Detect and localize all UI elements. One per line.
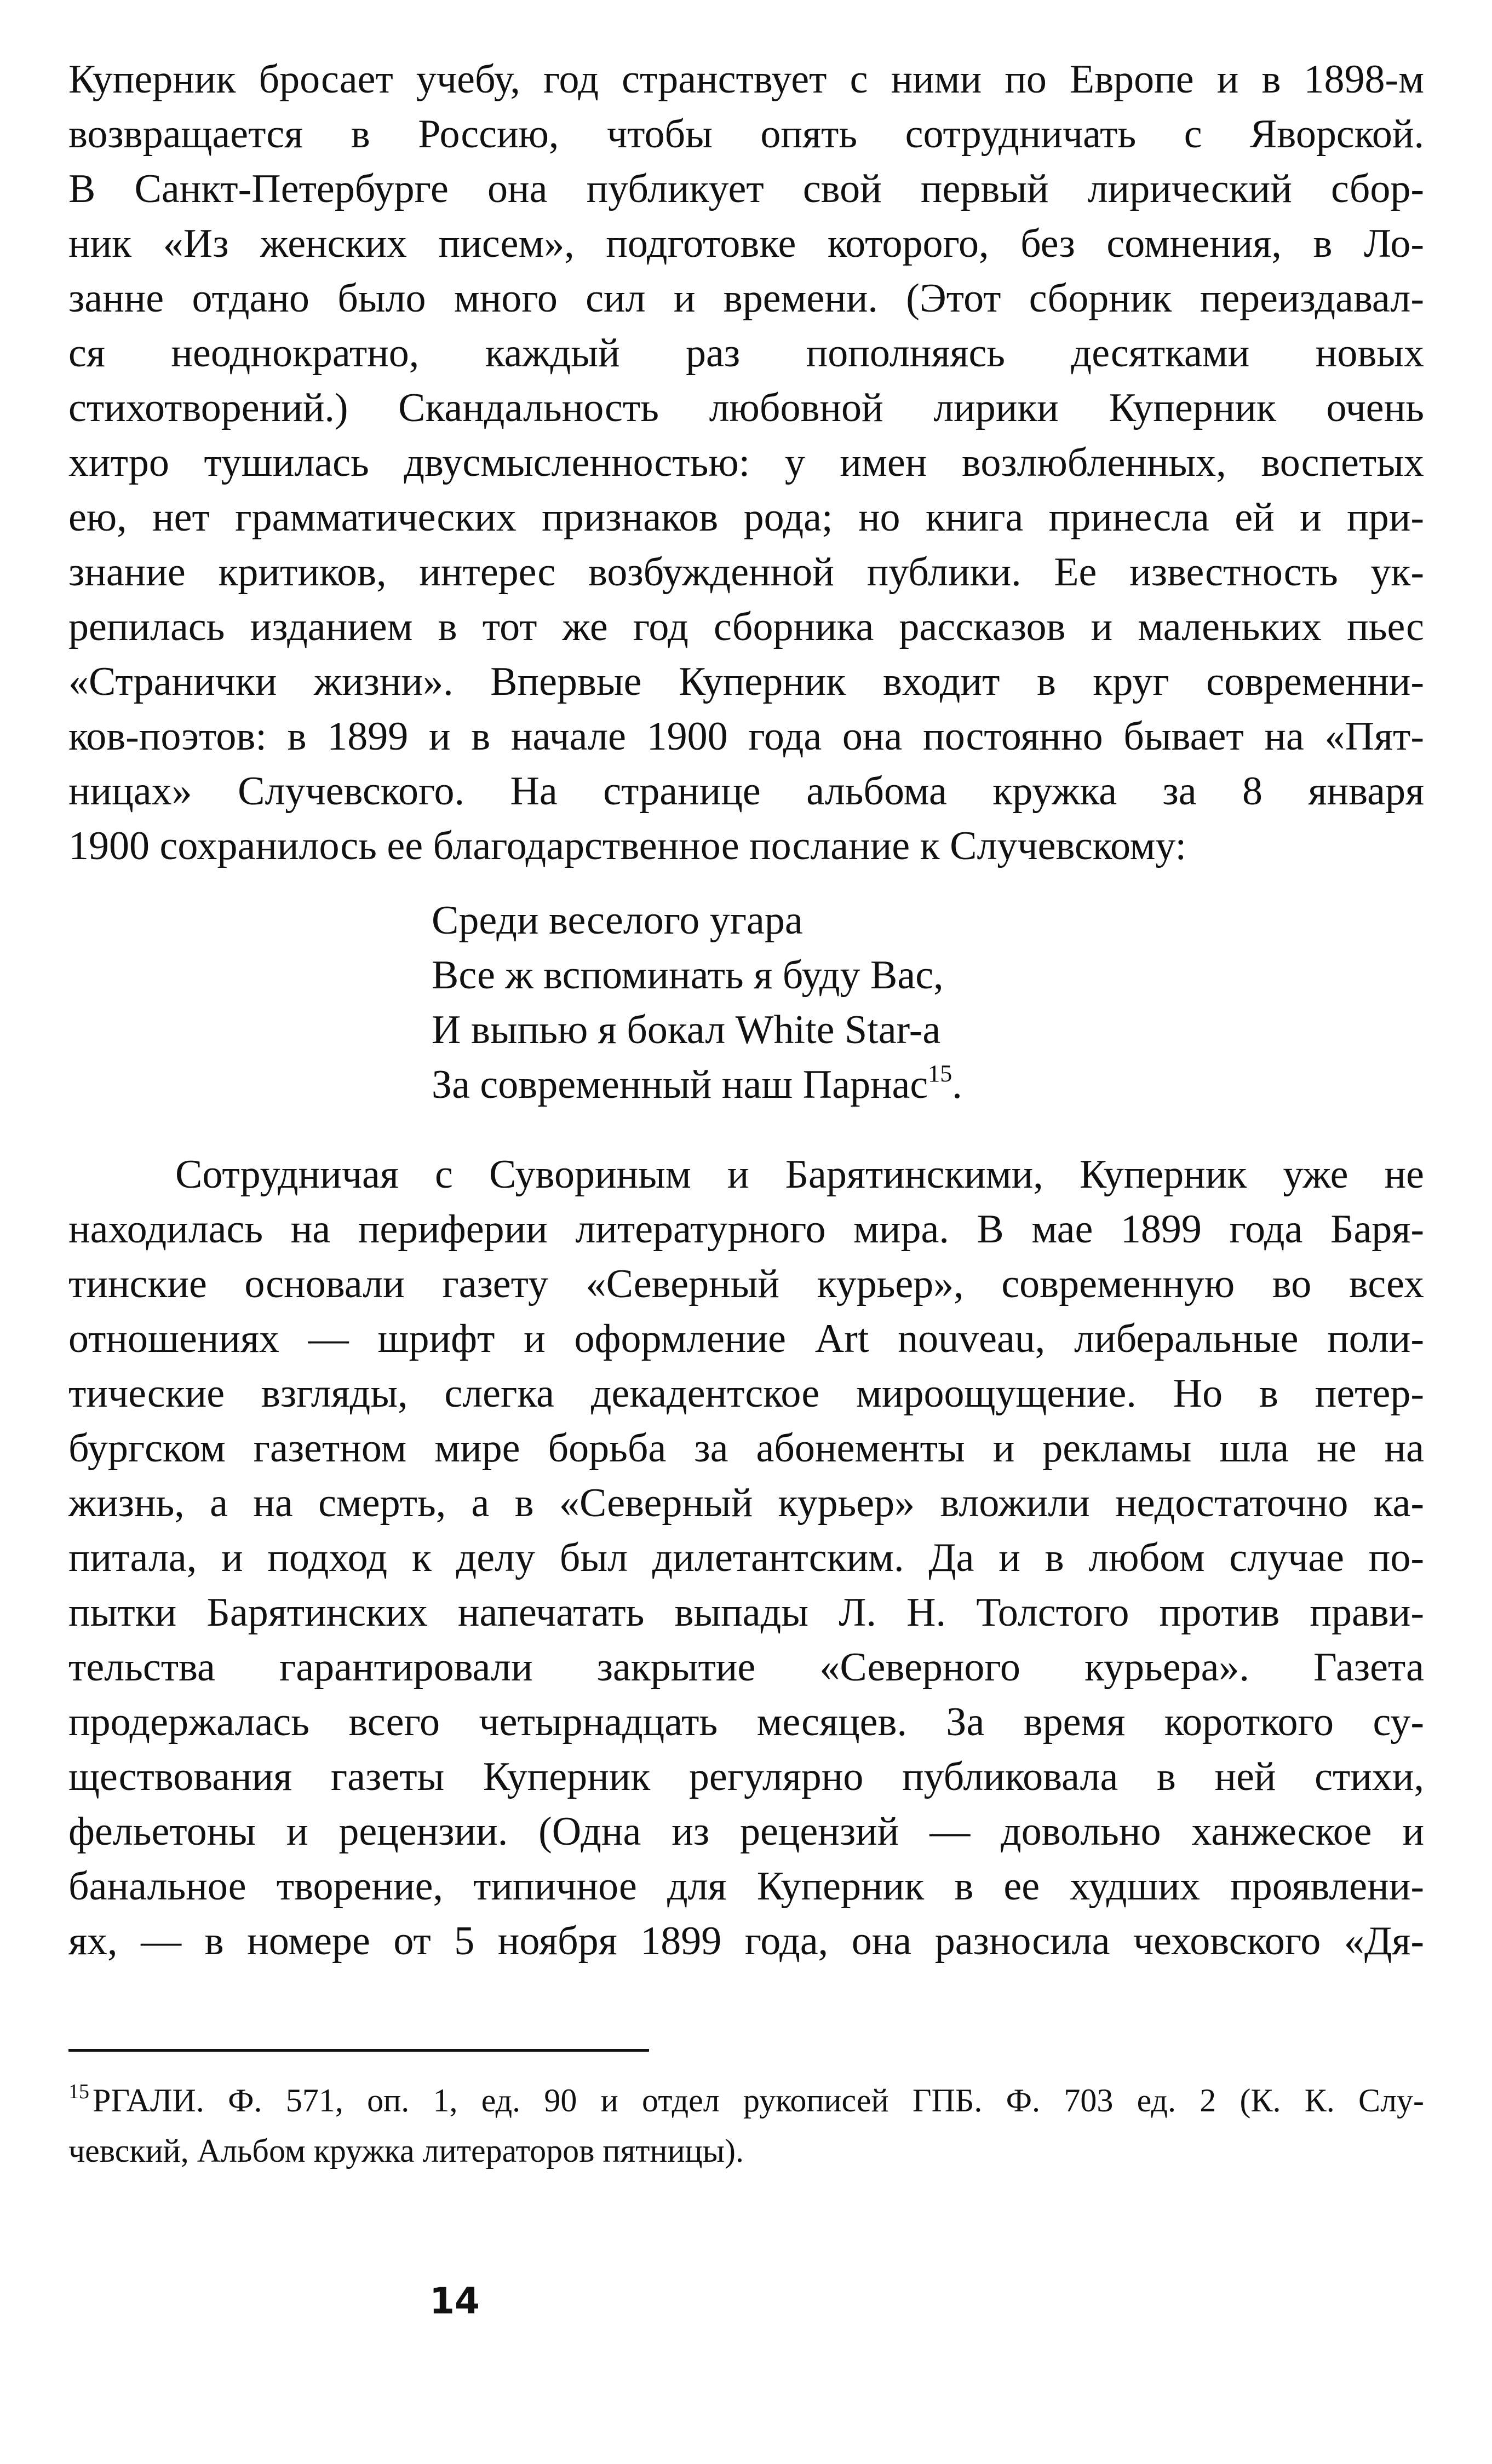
text-line: репилась изданием в тот же год сборника рассказов и маленьких пьес xyxy=(68,605,1424,649)
text-line: ях, — в номере от 5 ноября 1899 года, она разносила чеховского «Дя- xyxy=(68,1919,1424,1964)
text-line: занне отдано было много сил и времени. (Этот сборник переиздавал- xyxy=(68,276,1424,321)
poem-quote xyxy=(68,893,1424,1112)
text-line: Куперник бросает учебу, год странствует с ними по Европе и в 1898-м xyxy=(68,57,1424,102)
poem-end-punctuation: . xyxy=(952,1062,962,1107)
page-number: 14 xyxy=(429,2280,480,2322)
text-line: тинские основали газету «Северный курьер», современную во всех xyxy=(68,1262,1424,1306)
footnote-line: чевский, Альбом кружка литераторов пятницы). xyxy=(68,2133,744,2169)
text-line: ществования газеты Куперник регулярно публиковала в ней стихи, xyxy=(68,1754,1424,1799)
text-line: В Санкт-Петербурге она публикует свой первый лирический сбор- xyxy=(68,166,1424,211)
footnote-line xyxy=(68,2075,1424,2126)
text-line: знание критиков, интерес возбужденной публики. Ее известность ук- xyxy=(68,550,1424,595)
footnote-number: 15 xyxy=(68,2080,89,2103)
text-line: ницах» Случевского. На странице альбома кружка за 8 января xyxy=(68,769,1424,814)
poem-line: И выпью я бокал White Star-а xyxy=(432,1008,941,1052)
text-line: стихотворений.) Скандальность любовной лирики Куперник очень xyxy=(68,385,1424,430)
poem-line-last xyxy=(432,1057,1424,1112)
text-line: ник «Из женских писем», подготовке которого, без сомнения, в Ло- xyxy=(68,221,1424,266)
poem-line: Все ж вспоминать я буду Вас, xyxy=(432,953,944,998)
text-line: находилась на периферии литературного мира. В мае 1899 года Баря- xyxy=(68,1207,1424,1252)
poem-line: Среди веселого угара xyxy=(432,898,803,943)
text-line: продержалась всего четырнадцать месяцев. За время короткого су- xyxy=(68,1700,1424,1745)
footnote-text: РГАЛИ. Ф. 571, оп. 1, ед. 90 и отдел рукописей ГПБ. Ф. 703 ед. 2 (К. К. Слу- xyxy=(93,2082,1424,2118)
text-line: пытки Барятинских напечатать выпады Л. Н. Толстого против прави- xyxy=(68,1590,1424,1635)
text-line: тические взгляды, слегка декадентское мироощущение. Но в петер- xyxy=(68,1371,1424,1416)
text-line: ся неоднократно, каждый раз пополняясь десятками новых xyxy=(68,331,1424,376)
text-line: хитро тушилась двусмысленностью: у имен возлюбленных, воспетых xyxy=(68,440,1424,485)
text-line: жизнь, а на смерть, а в «Северный курьер» вложили недостаточно ка- xyxy=(68,1481,1424,1525)
text-line: питала, и подход к делу был дилетантским. Да и в любом случае по- xyxy=(68,1535,1424,1580)
text-line: Сотрудничая с Сувориным и Барятинскими, Куперник уже не xyxy=(175,1152,1424,1197)
text-line: ков-поэтов: в 1899 и в начале 1900 года она постоянно бывает на «Пят- xyxy=(68,714,1424,759)
text-line: ею, нет грамматических признаков рода; но книга принесла ей и при- xyxy=(68,495,1424,540)
text-line: фельетоны и рецензии. (Одна из рецензий — довольно ханжеское и xyxy=(68,1809,1424,1854)
text-line: тельства гарантировали закрытие «Северного курьера». Газета xyxy=(68,1645,1424,1690)
footnote-divider xyxy=(68,2049,649,2052)
paragraph-2 xyxy=(68,1147,1424,1968)
text-line: банальное творение, типичное для Куперник в ее худших проявлени- xyxy=(68,1864,1424,1909)
text-line: бургском газетном мире борьба за абонементы и рекламы шла не на xyxy=(68,1426,1424,1471)
text-line: 1900 сохранилось ее благодарственное послание к Случевскому: xyxy=(68,824,1186,868)
poem-line-text: За современный наш Парнас xyxy=(432,1062,928,1107)
paragraph-1 xyxy=(68,52,1424,873)
text-line: «Странички жизни». Впервые Куперник входит в круг современни- xyxy=(68,659,1424,704)
text-line: отношениях — шрифт и оформление Art nouveau, либеральные поли- xyxy=(68,1316,1424,1361)
footnote xyxy=(68,2075,1424,2176)
footnote-reference[interactable]: 15 xyxy=(928,1060,952,1087)
text-line: возвращается в Россию, чтобы опять сотрудничать с Яворской. xyxy=(68,112,1424,157)
main-text xyxy=(68,52,1424,1968)
